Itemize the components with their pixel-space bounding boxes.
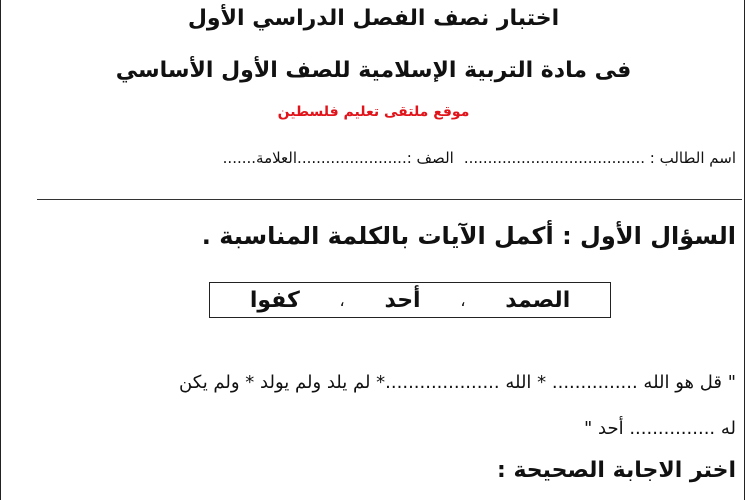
question-2-title: اختر الاجابة الصحيحة : xyxy=(497,458,736,483)
word-bank xyxy=(209,282,611,318)
verse-line-2: له ............... أحد " xyxy=(584,418,736,439)
word-bank-item: الصمد xyxy=(505,287,571,313)
word-bank-item: أحد xyxy=(384,287,421,313)
student-info-row xyxy=(223,149,736,167)
verse-line-1: " قل هو الله ............... * الله ....................* لم يلد ولم يولد * ولم يكن xyxy=(179,372,736,393)
word-bank-item: كفوا xyxy=(249,287,300,313)
site-name: موقع ملتقى تعليم فلسطين xyxy=(277,104,470,120)
exam-title: اختبار نصف الفصل الدراسي الأول xyxy=(187,6,560,31)
word-separator: ، xyxy=(460,290,466,310)
exam-subtitle: فى مادة التربية الإسلامية للصف الأول الأساسي xyxy=(115,58,632,83)
divider xyxy=(37,199,742,200)
student-name-field: اسم الطالب : ...................................... xyxy=(463,149,736,167)
class-field: الصف :....................... xyxy=(297,149,454,167)
grade-field: العلامة....... xyxy=(222,149,298,167)
question-1-title: السؤال الأول : أكمل الآيات بالكلمة المناسبة . xyxy=(201,222,736,250)
word-separator: ، xyxy=(339,290,345,310)
